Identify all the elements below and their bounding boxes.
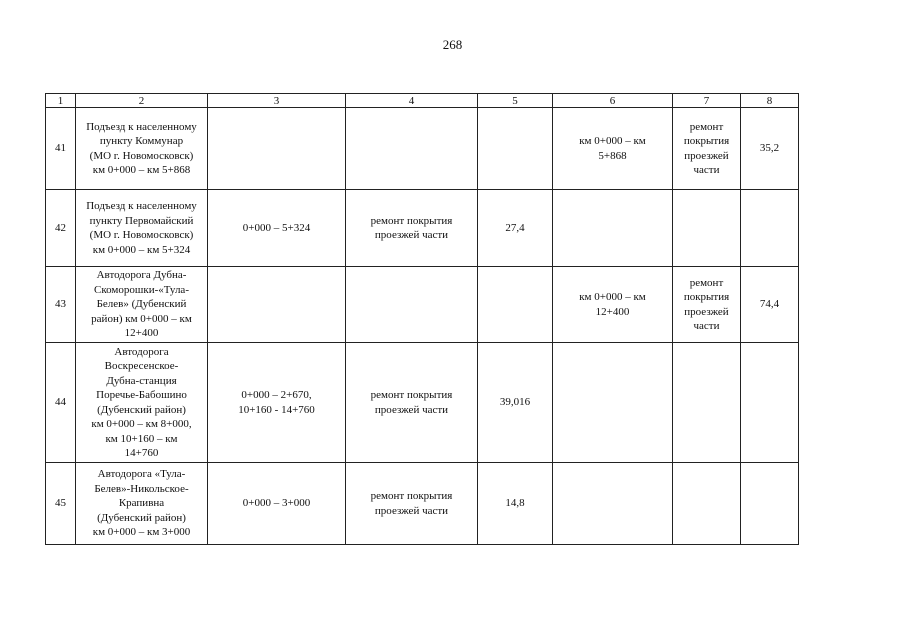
row-number-cell: 45 [46, 463, 76, 545]
section-cell-2 [553, 463, 673, 545]
table-row [46, 267, 799, 343]
road-repair-table [45, 93, 799, 545]
work-type-cell-2: ремонт покрытия проезжей части [673, 267, 741, 343]
length-cell-2: 35,2 [741, 108, 799, 190]
road-name-cell: Подъезд к населенному пункту Первомайский (МО г. Новомосковск) км 0+000 – км 5+324 [76, 190, 208, 267]
row-number-cell: 42 [46, 190, 76, 267]
table-row [46, 343, 799, 463]
table-row [46, 190, 799, 267]
work-type-cell: ремонт покрытия проезжей части [346, 463, 478, 545]
length-cell: 39,016 [478, 343, 553, 463]
row-number-cell: 44 [46, 343, 76, 463]
header-cell: 6 [553, 94, 673, 108]
section-cell-2 [553, 343, 673, 463]
work-type-cell-2 [673, 463, 741, 545]
length-cell-2: 74,4 [741, 267, 799, 343]
header-cell: 2 [76, 94, 208, 108]
header-cell: 7 [673, 94, 741, 108]
section-cell-2: км 0+000 – км 12+400 [553, 267, 673, 343]
length-cell-2 [741, 343, 799, 463]
road-name-cell: Автодорога Воскресенское- Дубна-станция Поречье-Бабошино (Дубенский район) км 0+000 – км 8+000, км 10+160 – км 14+760 [76, 343, 208, 463]
section-cell: 0+000 – 3+000 [208, 463, 346, 545]
road-name-cell: Автодорога Дубна- Скоморошки-«Тула- Белев» (Дубенский район) км 0+000 – км 12+400 [76, 267, 208, 343]
header-cell: 3 [208, 94, 346, 108]
work-type-cell-2 [673, 190, 741, 267]
length-cell [478, 267, 553, 343]
length-cell-2 [741, 463, 799, 545]
length-cell [478, 108, 553, 190]
length-cell: 27,4 [478, 190, 553, 267]
section-cell [208, 267, 346, 343]
section-cell: 0+000 – 5+324 [208, 190, 346, 267]
length-cell: 14,8 [478, 463, 553, 545]
work-type-cell-2 [673, 343, 741, 463]
header-cell: 1 [46, 94, 76, 108]
table-row [46, 463, 799, 545]
road-name-cell: Автодорога «Тула- Белев»-Никольское- Крапивна (Дубенский район) км 0+000 – км 3+000 [76, 463, 208, 545]
road-name-cell: Подъезд к населенному пункту Коммунар (МО г. Новомосковск) км 0+000 – км 5+868 [76, 108, 208, 190]
header-cell: 5 [478, 94, 553, 108]
section-cell-2 [553, 190, 673, 267]
table-header-row [46, 94, 799, 108]
work-type-cell-2: ремонт покрытия проезжей части [673, 108, 741, 190]
section-cell-2: км 0+000 – км 5+868 [553, 108, 673, 190]
row-number-cell: 43 [46, 267, 76, 343]
work-type-cell [346, 267, 478, 343]
work-type-cell: ремонт покрытия проезжей части [346, 190, 478, 267]
section-cell: 0+000 – 2+670, 10+160 - 14+760 [208, 343, 346, 463]
work-type-cell: ремонт покрытия проезжей части [346, 343, 478, 463]
header-cell: 8 [741, 94, 799, 108]
page-number: 268 [442, 37, 463, 52]
length-cell-2 [741, 190, 799, 267]
row-number-cell: 41 [46, 108, 76, 190]
table-row [46, 108, 799, 190]
work-type-cell [346, 108, 478, 190]
section-cell [208, 108, 346, 190]
header-cell: 4 [346, 94, 478, 108]
